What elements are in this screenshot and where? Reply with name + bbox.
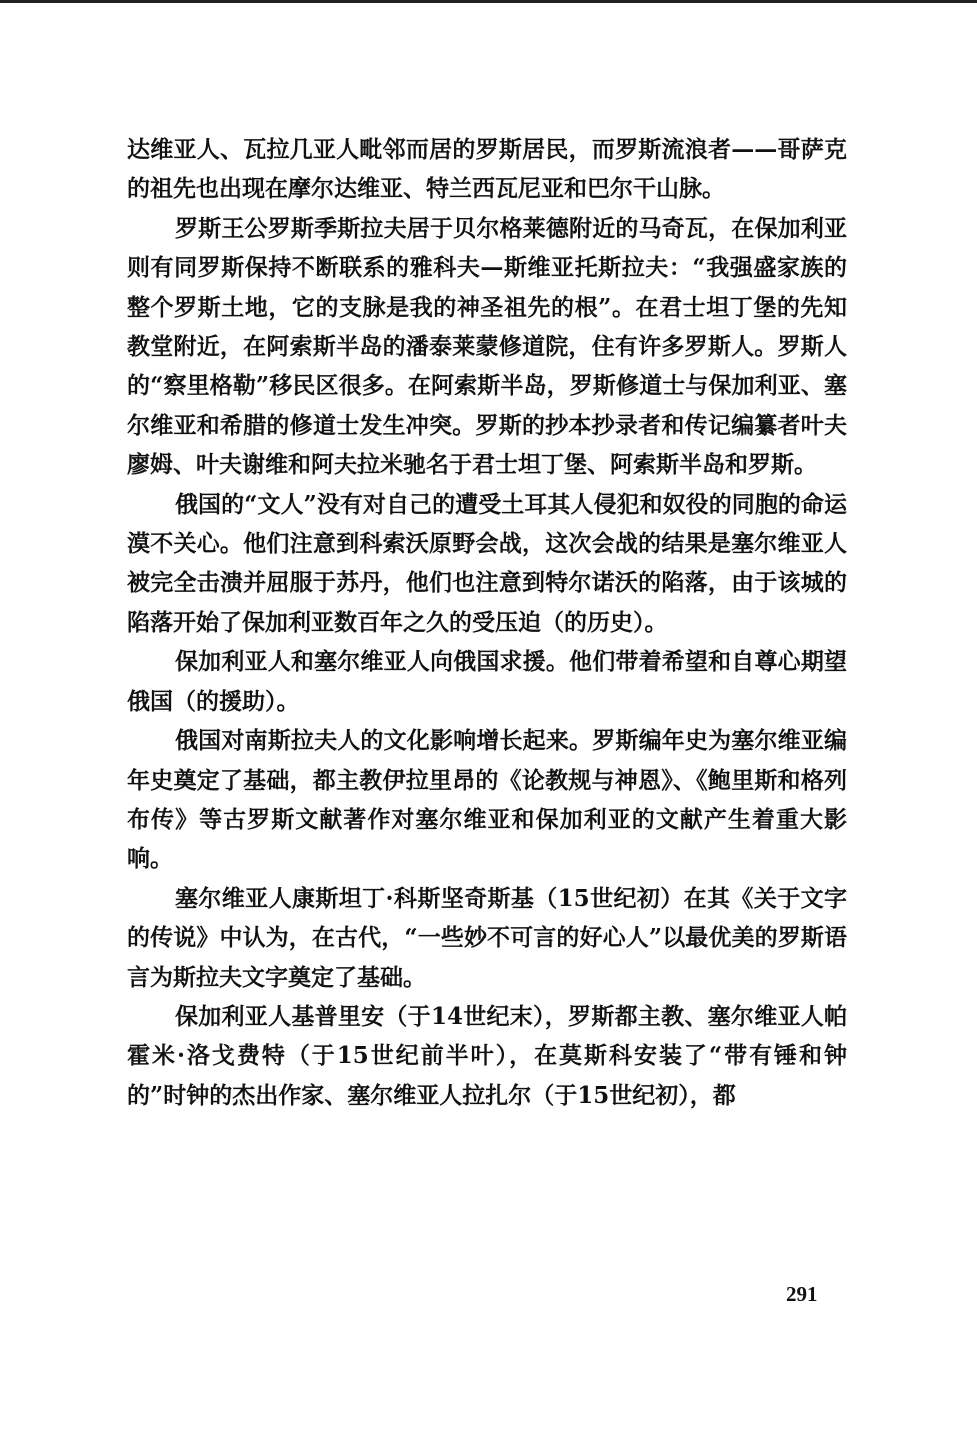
paragraph-3: 俄国的“文人”没有对自己的遭受土耳其人侵犯和奴役的同胞的命运漠不关心。他们注意到科索沃原野会战，这次会战的结果是塞尔维亚人被完全击溃并屈服于苏丹，他们也注意到特尔诺沃的陷落，由于该城的陷落开始了保加利亚数百年之久的受压迫（的历史）。: [127, 490, 847, 636]
paragraph-7: 保加利亚人基普里安（于14世纪末），罗斯都主教、塞尔维亚人帕霍米·洛戈费特（于15世纪前半叶），在莫斯科安装了“带有锤和钟的”时钟的杰出作家、塞尔维亚人拉扎尔（于15世纪初），都: [127, 1002, 847, 1109]
page-top-border: [0, 0, 977, 3]
paragraph-2: 罗斯王公罗斯季斯拉夫居于贝尔格莱德附近的马奇瓦，在保加利亚则有同罗斯保持不断联系的雅科夫—斯维亚托斯拉夫：“我强盛家族的整个罗斯土地，它的支脉是我的神圣祖先的根”。在君士坦丁堡的先知教堂附近，在阿索斯半岛的潘泰莱蒙修道院，住有许多罗斯人。罗斯人的“察里格勒”移民区很多。在阿索斯半岛，罗斯修道士与保加利亚、塞尔维亚和希腊的修道士发生冲突。罗斯的抄本抄录者和传记编纂者叶夫廖姆、叶夫谢维和阿夫拉米驰名于君士坦丁堡、阿索斯半岛和罗斯。: [127, 214, 847, 479]
paragraph-5: 俄国对南斯拉夫人的文化影响增长起来。罗斯编年史为塞尔维亚编年史奠定了基础，都主教伊拉里昂的《论教规与神恩》、《鲍里斯和格列布传》等古罗斯文献著作对塞尔维亚和保加利亚的文献产生着重大影响。: [127, 727, 847, 873]
paragraph-4: 保加利亚人和塞尔维亚人向俄国求援。他们带着希望和自尊心期望俄国（的援助）。: [127, 648, 847, 715]
paragraph-1: 达维亚人、瓦拉几亚人毗邻而居的罗斯居民，而罗斯流浪者——哥萨克的祖先也出现在摩尔达维亚、特兰西瓦尼亚和巴尔干山脉。: [127, 136, 847, 203]
paragraph-6: 塞尔维亚人康斯坦丁·科斯坚奇斯基（15世纪初）在其《关于文字的传说》中认为，在古代，“一些妙不可言的好心人”以最优美的罗斯语言为斯拉夫文字奠定了基础。: [127, 884, 847, 991]
page-number: 291: [786, 1282, 818, 1306]
page-body: [127, 130, 847, 1115]
